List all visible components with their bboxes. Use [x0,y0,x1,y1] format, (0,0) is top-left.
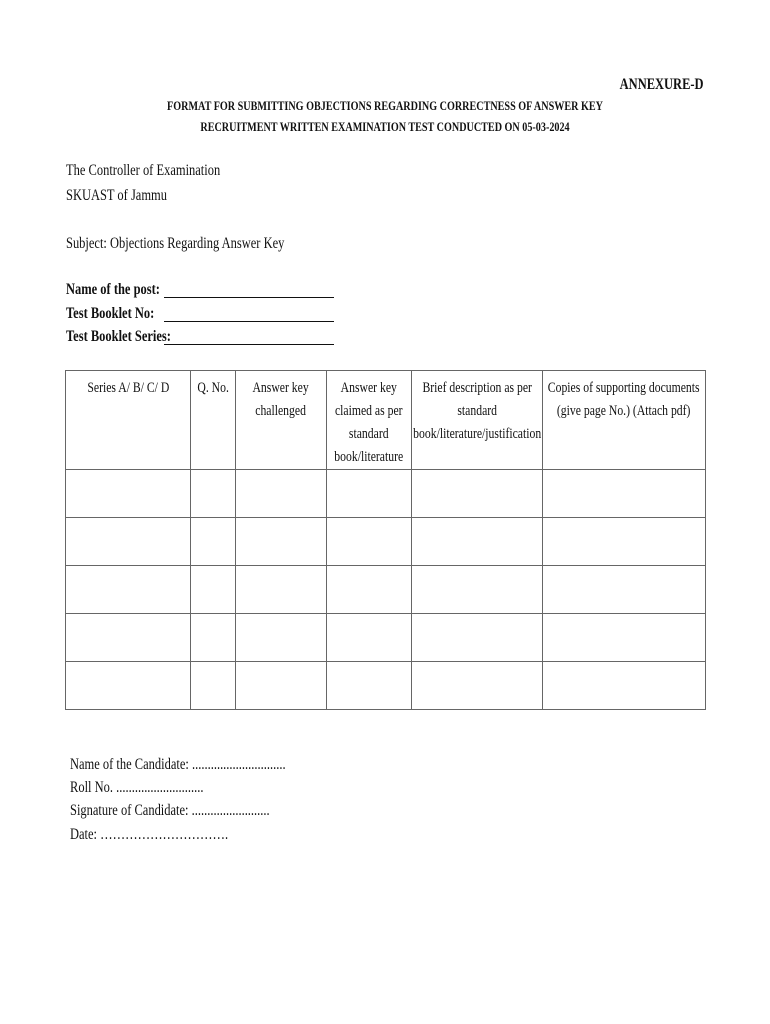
table-cell[interactable] [412,614,543,662]
date-line: Date: …………………………. [70,826,229,843]
post-blank-field[interactable] [164,297,334,298]
table-header-row [66,371,706,470]
subject-line: Subject: Objections Regarding Answer Key [66,235,285,252]
annexure-label: ANNEXURE-D [620,76,704,93]
post-label: Name of the post: [66,281,160,298]
form-subtitle [0,119,770,135]
form-title [0,98,770,114]
table-cell[interactable] [327,662,412,710]
col-header-answer-key-challenged: Answer key challenged [236,371,327,470]
table-cell[interactable] [236,518,327,566]
table-cell[interactable] [236,662,327,710]
table-cell[interactable] [543,566,706,614]
candidate-name-line: Name of the Candidate: .............................. [70,756,286,773]
roll-no-line: Roll No. ............................ [70,779,204,796]
table-row [66,566,706,614]
booklet-series-blank-field[interactable] [164,344,334,345]
table-cell[interactable] [236,614,327,662]
form-title-line1: FORMAT FOR SUBMITTING OBJECTIONS REGARDING CORRECTNESS OF ANSWER KEY [167,98,603,113]
addressee-line1: The Controller of Examination [66,162,221,179]
form-title-line2: RECRUITMENT WRITTEN EXAMINATION TEST CONDUCTED ON 05-03-2024 [200,119,570,134]
table-cell[interactable] [236,470,327,518]
table-cell[interactable] [236,566,327,614]
table-cell[interactable] [543,470,706,518]
table-cell[interactable] [543,518,706,566]
addressee-line2: SKUAST of Jammu [66,187,168,204]
table-cell[interactable] [327,566,412,614]
table-row [66,518,706,566]
table-cell[interactable] [412,566,543,614]
col-header-brief-description: Brief description as per standard book/literature/justification [412,371,543,470]
table-cell[interactable] [191,470,236,518]
table-cell[interactable] [66,662,191,710]
booklet-series-label: Test Booklet Series: [66,328,171,345]
booklet-no-blank-field[interactable] [164,321,334,322]
table-body [66,470,706,710]
table-cell[interactable] [543,614,706,662]
table-cell[interactable] [543,662,706,710]
table-cell[interactable] [412,662,543,710]
col-header-answer-key-claimed: Answer key claimed as per standard book/literature [327,371,412,470]
col-header-qno: Q. No. [191,371,236,470]
table-row [66,614,706,662]
table-row [66,470,706,518]
table-cell[interactable] [327,614,412,662]
table-cell[interactable] [66,566,191,614]
table-cell[interactable] [191,566,236,614]
table-cell[interactable] [412,518,543,566]
table-cell[interactable] [327,518,412,566]
table-cell[interactable] [66,470,191,518]
col-header-supporting-documents: Copies of supporting documents (give page No.) (Attach pdf) [543,371,706,470]
table-cell[interactable] [191,662,236,710]
booklet-no-label: Test Booklet No: [66,305,155,322]
col-header-series: Series A/ B/ C/ D [66,371,191,470]
objections-table [65,370,706,710]
table-cell[interactable] [191,614,236,662]
table-cell[interactable] [412,470,543,518]
table-cell[interactable] [66,518,191,566]
signature-line: Signature of Candidate: ......................... [70,802,270,819]
table-cell[interactable] [327,470,412,518]
table-cell[interactable] [66,614,191,662]
table-row [66,662,706,710]
table-cell[interactable] [191,518,236,566]
